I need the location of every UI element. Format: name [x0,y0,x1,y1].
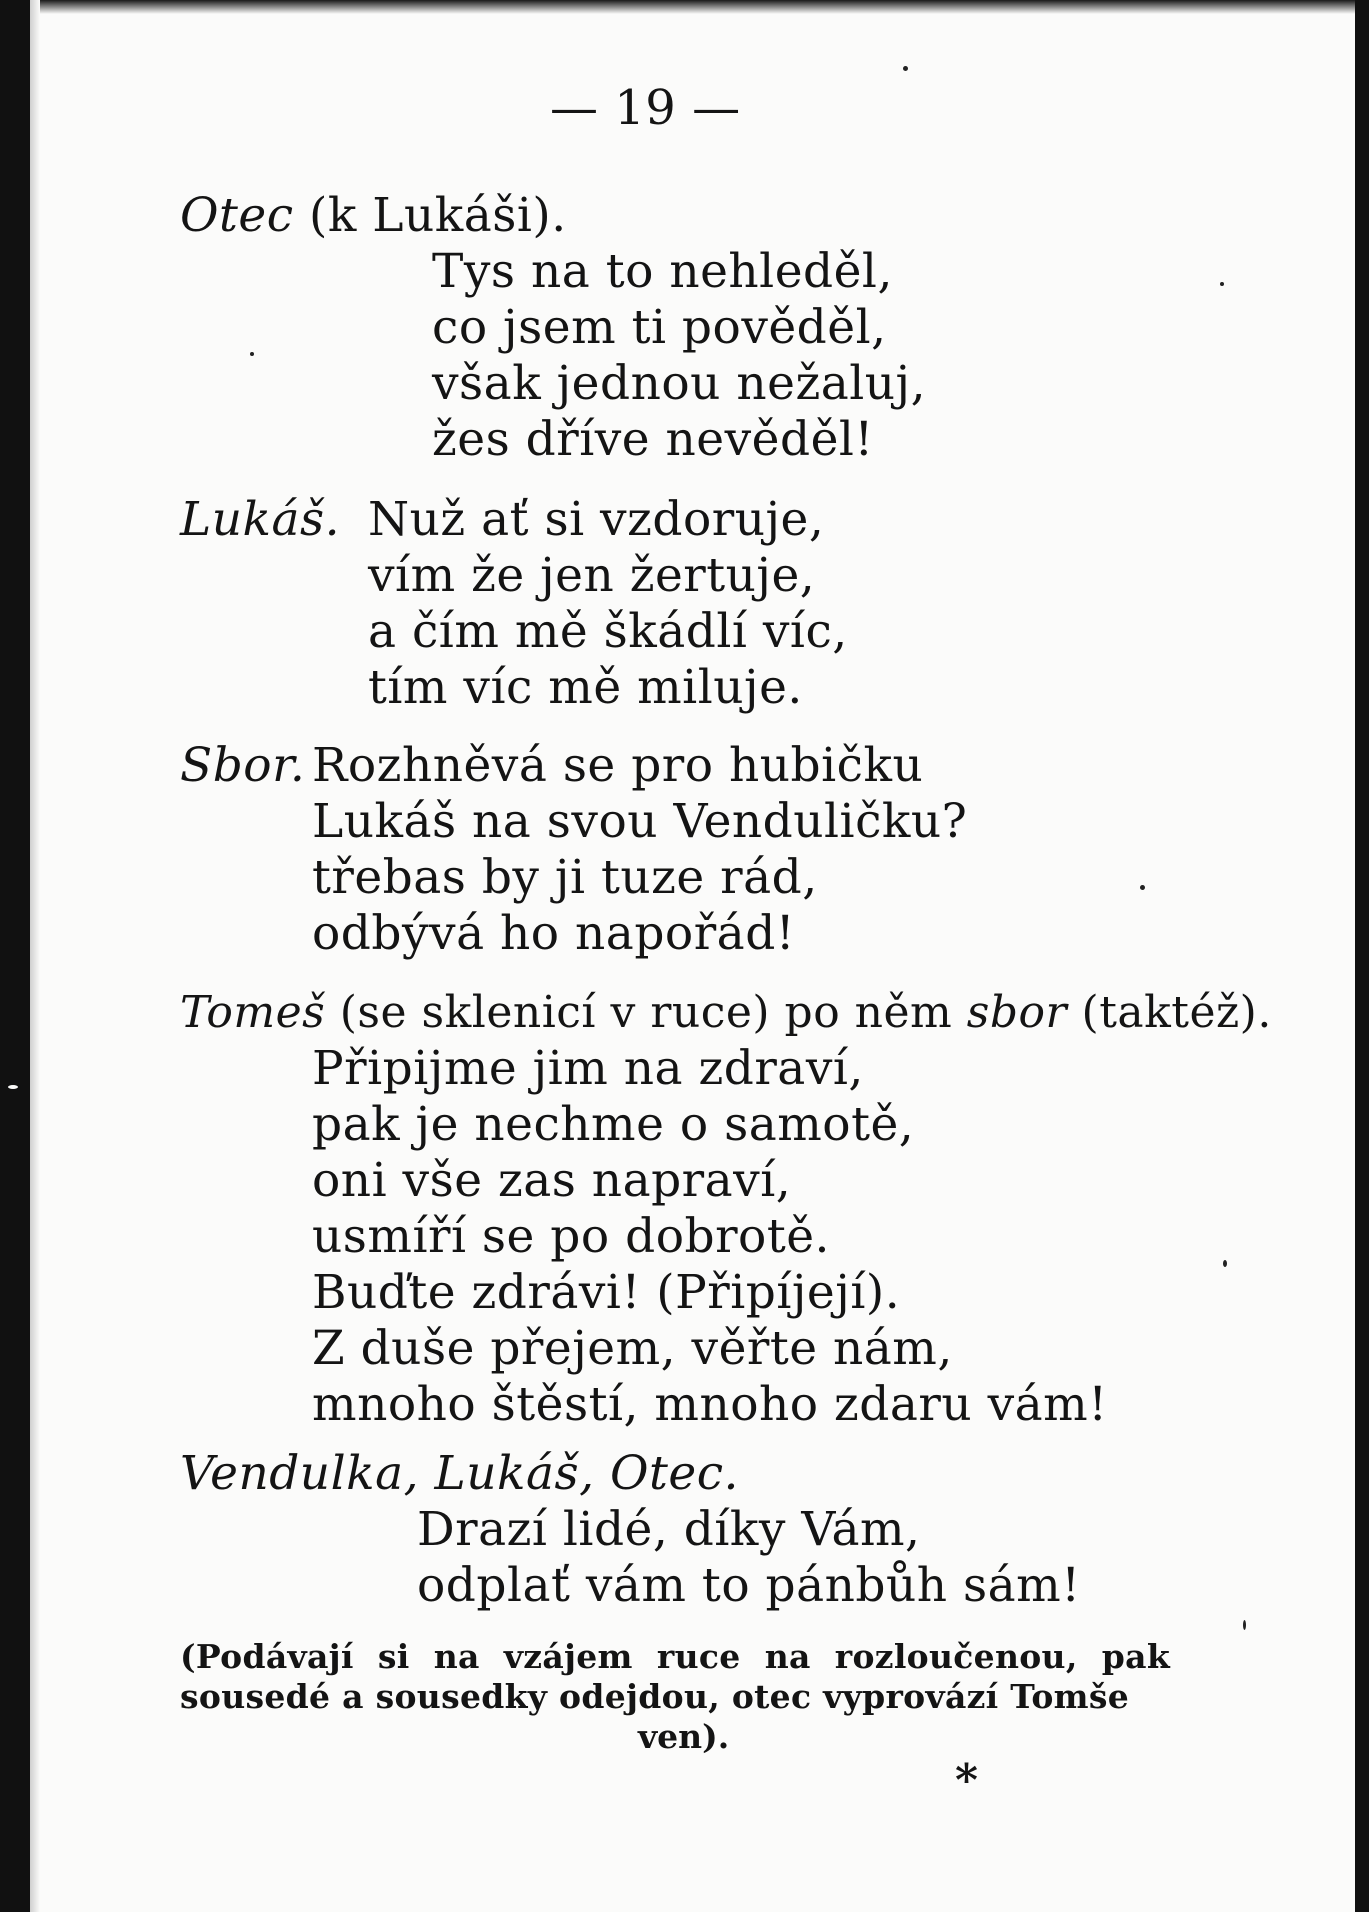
verse-line: a čím mě škádlí víc, [368,604,848,659]
stage-direction-tomes: (se sklenicí v ruce) po něm [325,987,967,1038]
verse-line: co jsem ti pověděl, [432,300,887,355]
verse-line: odbývá ho napořád! [312,906,796,961]
verse-line: třebas by ji tuze rád, [312,850,818,905]
page-left-edge [0,0,30,1912]
verse-lukas [368,492,848,716]
print-speck [1243,1620,1246,1630]
dialogue-sbor-heading [180,738,305,794]
speaker-otec: Otec [180,188,294,243]
verse-line: Z duše přejem, věřte nám, [312,1321,953,1376]
verse-tomes [312,1041,1108,1433]
stage-direction-otec: (k Lukáši). [293,188,567,243]
dialogue-otec-heading [180,188,567,244]
verse-line: Připijme jim na zdraví, [312,1041,864,1096]
verse-line: žes dříve nevěděl! [432,412,874,467]
speaker-sbor-2: sbor [966,987,1068,1038]
print-speck [1220,282,1224,286]
verse-line: Buďte zdrávi! (Připíjejí). [312,1265,901,1320]
speaker-vendulka-lukas-otec: Vendulka, Lukáš, Otec. [180,1446,739,1501]
speaker-lukas: Lukáš. [180,492,341,547]
page-left-shadow [30,0,40,1912]
verse-line: Tys na to nehleděl, [432,244,893,299]
print-speck [903,66,908,71]
final-stage-direction: (Podávají si na vzájem ruce na rozloučenou, pak sousedé a sousedky odejdou, otec vyprovází Tomše [180,1637,1170,1716]
verse-line: Nuž ať si vzdoruje, [368,492,825,547]
verse-line: mnoho štěstí, mnoho zdaru vám! [312,1377,1108,1432]
print-speck [250,352,254,356]
verse-otec [432,244,926,468]
end-asterisk-ornament: * [955,1755,979,1806]
speaker-tomes: Tomeš [180,987,326,1038]
verse-line: odplať vám to pánbůh sám! [417,1558,1081,1613]
dialogue-trio-heading [180,1446,739,1502]
verse-trio [417,1502,1081,1614]
verse-line: Rozhněvá se pro hubičku [312,738,924,793]
final-stage-direction-end: ven). [638,1717,730,1756]
verse-line: tím víc mě miluje. [368,660,803,715]
verse-line: však jednou nežaluj, [432,356,927,411]
dialogue-tomes-heading [180,985,1272,1041]
print-speck [1223,1260,1227,1267]
page-right-edge [1355,0,1369,1912]
dialogue-lukas-heading [180,492,340,548]
verse-line: oni vše zas napraví, [312,1153,792,1208]
stage-direction-tomes-2: (taktéž). [1067,987,1272,1038]
print-speck [1140,885,1145,890]
verse-line: Lukáš na svou Venduličku? [312,794,968,849]
speaker-sbor: Sbor. [180,738,306,793]
verse-line: pak je nechme o samotě, [312,1097,915,1152]
verse-line: vím že jen žertuje, [368,548,816,603]
verse-line: Drazí lidé, díky Vám, [417,1502,921,1557]
page-top-edge [0,0,1369,14]
print-speck [8,1085,18,1089]
verse-line: usmíří se po dobrotě. [312,1209,830,1264]
verse-sbor [312,738,967,962]
page-number: — 19 — [550,80,741,136]
